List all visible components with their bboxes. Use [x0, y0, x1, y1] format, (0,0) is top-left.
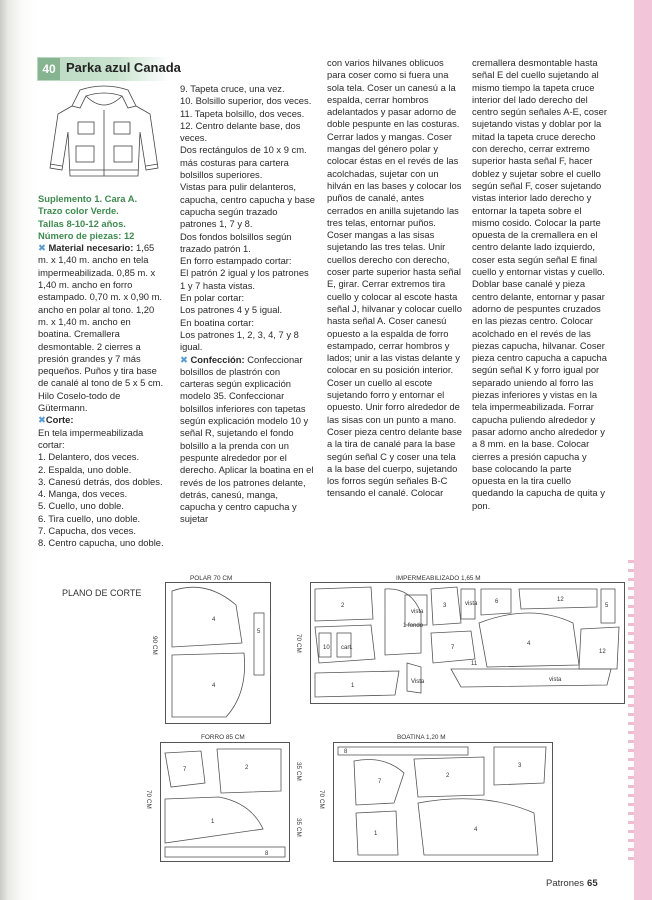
svg-text:7: 7: [378, 779, 382, 785]
imper-label: IMPERMEABILIZADO 1,65 M: [396, 575, 481, 582]
imper-side-label: 70 CM: [295, 634, 302, 653]
confeccion-text: Confeccionar bolsillos de plastrón con carteras según explicación modelo 35. Confeccionar bolsillos inferiores con tapetas según explicación modelo 10 y señal R, sujetando el fondo bolsillo a la prenda con un pespunte alrededor por el derecho. Aplicar la boatina en el revés de los patrones delante, detrás, canesú, manga, capucha y centro capucha y sujetar: [180, 353, 314, 525]
svg-text:1: 1: [351, 683, 355, 689]
svg-text:12: 12: [557, 597, 564, 603]
parka-sketch: [40, 84, 168, 188]
column-1: [38, 193, 166, 550]
imper-diagram: [310, 582, 625, 704]
polar-text: Los patrones 4 y 5 igual.: [180, 304, 283, 316]
trace-label: Trazo color Verde.: [38, 205, 119, 217]
pieces-label: Número de piezas: 12: [38, 229, 135, 241]
svg-text:5: 5: [257, 629, 261, 635]
svg-text:6: 6: [495, 599, 499, 605]
column-2: [180, 83, 316, 526]
svg-text:5: 5: [605, 603, 609, 609]
polar-label: En polar cortar:: [180, 292, 245, 304]
body-paragraph: con varios hilvanes oblicuos para coser como si fuera una sola tela. Coser un canesú a la espalda, cerrar hombros adelantados y pasar adorno de doble pespunte en las costuras. Cerrar lados y mangas. Coser mangas del género polar y colocar éstas en el revés de las acolchadas, sujetar con un hilván en las bases y colocar los puños de canalé, antes cerrados en anilla sujetando las tres telas, entornar puños. Coser mangas a las sisas sujetando las tres telas. Unir cuellos derecho con derecho, coser parte superior hasta señal E, girar. Cerrar extremos tira cuello y colocar al escote hasta señal J, hilvanar y colocar cuello hasta señal A. Coser canesú opuesto a la espalda de forro estampado, cerrar hombros y lados; unir a las vistas delante y colocar en su posición interior. Coser un cuello al escote sujetando forro y entornar el opuesto. Unir forro alrededor de las sisas con un punto a mano. Coser pieza centro delante base a la tira de canalé para la base según señal C y coser una tela a la base del cuerpo, sujetando los forros según señales B-C tensando el canalé. Colocar: [327, 57, 462, 499]
list-item: 11. Tapeta bolsillo, dos veces.: [180, 107, 305, 119]
page-edge-dots: [628, 560, 634, 860]
page-footer: [546, 878, 598, 889]
forro-side-label: 70 CM: [145, 790, 152, 809]
list-item: 5. Cuello, uno doble.: [38, 500, 125, 512]
forro-label: En forro estampado cortar:: [180, 255, 292, 267]
svg-text:1 fondo: 1 fondo: [403, 623, 424, 629]
svg-text:2: 2: [341, 603, 345, 609]
svg-text:8: 8: [265, 851, 269, 857]
svg-text:4: 4: [212, 683, 216, 689]
boatina-text: Los patrones 1, 2, 3, 4, 7 y 8 igual.: [180, 328, 299, 353]
polar-diagram: [165, 582, 271, 724]
svg-text:4: 4: [474, 827, 478, 833]
forro-text: El patrón 2 igual y los patrones 1 y 7 hasta vistas.: [180, 267, 309, 291]
imper-pieces: [311, 583, 624, 703]
material-text: 1,65 m. x 1,40 m. ancho en tela impermeabilizada. 0,85 m. x 1,40 m. ancho en forro estampado. 0,70 m. x 0,90 m. ancho en polar al tono. 1,20 m. x 1,40 m. ancho en boatina. Cremallera desmontable. 2 cierres a presión grandes y 7 más pequeños. Puños y tira base de canalé al tono de 5 x 5 cm. Hilo Coselo-todo de Gütermann.: [38, 242, 164, 414]
forro-side3-label: 35 CM: [295, 818, 302, 837]
svg-text:8: 8: [344, 749, 348, 755]
forro-diagram: [160, 742, 290, 862]
svg-text:4: 4: [527, 641, 531, 647]
confeccion-paragraph: [180, 354, 316, 526]
svg-text:vista: vista: [549, 677, 562, 683]
cutting-plan-title: PLANO DE CORTE: [62, 588, 142, 598]
model-number: 40: [38, 58, 60, 80]
corte-intro: En tela impermeabilizada cortar:: [38, 426, 144, 450]
sizes-label: Tallas 8-10-12 años.: [38, 217, 126, 229]
svg-text:1: 1: [211, 819, 215, 825]
svg-text:1: 1: [374, 831, 378, 837]
polar-pieces: [166, 583, 270, 723]
svg-text:11: 11: [471, 661, 478, 667]
bullet-icon: ✖: [180, 353, 191, 365]
svg-text:7: 7: [183, 767, 187, 773]
model-title: Parka azul Canada: [66, 60, 181, 75]
list-item: 10. Bolsillo superior, dos veces.: [180, 95, 312, 107]
corte-heading: [38, 414, 166, 426]
boatina-pieces: [334, 743, 552, 861]
list-item: 3. Canesú detrás, dos dobles.: [38, 475, 163, 487]
svg-text:Vista: Vista: [411, 679, 425, 685]
confeccion-label: Confección:: [190, 353, 245, 365]
column-4: [472, 57, 607, 512]
material-paragraph: [38, 242, 166, 414]
footer-section: Patrones: [546, 878, 585, 889]
svg-text:12: 12: [599, 649, 606, 655]
svg-text:4: 4: [212, 617, 216, 623]
svg-text:vista: vista: [465, 601, 478, 607]
list-item: 8. Centro capucha, uno doble.: [38, 537, 164, 549]
corte-label: Corte:: [45, 414, 74, 426]
forro-side2-label: 35 CM: [295, 762, 302, 781]
supplement-label: Suplemento 1. Cara A.: [38, 193, 138, 204]
boatina-label: BOATINA 1,20 M: [397, 734, 446, 741]
list-item: 2. Espalda, uno doble.: [38, 463, 132, 475]
body-paragraph: cremallera desmontable hasta señal E del cuello sujetando al mismo tiempo la tapeta cruce interior del lado derecho del centro según señales A-E, coser sujetando vistas y doblar por la mitad la tapeta cruce derecho con derecho, cerrar extremo superior hasta señal F, hacer doblez y sujetar sobre el cuello según señal F, coser sujetando vistas interior lado derecho y entornar la tapeta sobre el mismo cosido. Colocar la parte opuesta de la cremallera en el centro delante lado izquierdo, coser esta según señal E final cuello y entornar vistas y cuello. Doblar base canalé y pieza centro delante, entornar y pasar adorno de pespuntes cruzados en las piezas centro. Colocar acolchado en el revés de las piezas capucha, hilvanar. Coser pieza centro capucha a capucha según señal K y forro igual por separado uniendo al forro las piezas inferiores y vistas en la tela impermeabilizada. Forrar capucha puliendo alrededor y pasar adorno ancho alrededor y a 8 mm. en la base. Colocar cierres a presión capucha y base colocando la parte opuesta en la tira cuello quedando la capucha de quita y pon.: [472, 57, 607, 511]
list-item: 9. Tapeta cruce, una vez.: [180, 83, 285, 94]
boatina-diagram: [333, 742, 553, 862]
svg-text:7: 7: [451, 645, 455, 651]
list-item: 6. Tira cuello, uno doble.: [38, 512, 141, 524]
fondos-paragraph: Dos fondos bolsillos según trazado patrón 1.: [180, 230, 292, 254]
vistas-paragraph: Vistas para pulir delanteros, capucha, centro capucha y base capucha según trazado patrones 1, 7 y 8.: [180, 181, 315, 230]
rect-paragraph: Dos rectángulos de 10 x 9 cm. más costuras para cartera bolsillos superiores.: [180, 144, 307, 181]
boatina-side-label: 70 CM: [318, 790, 325, 809]
boatina-label: En boatina cortar:: [180, 316, 255, 328]
page-edge-pink-bar: [634, 0, 652, 900]
list-item: 7. Capucha, dos veces.: [38, 525, 136, 537]
column-3: [327, 57, 462, 500]
polar-label: POLAR 70 CM: [190, 575, 233, 582]
forro-label: FORRO 85 CM: [201, 734, 245, 741]
svg-text:2: 2: [446, 773, 450, 779]
svg-text:vista: vista: [411, 609, 424, 615]
list-item: 1. Delantero, dos veces.: [38, 451, 140, 463]
bullet-icon: ✖: [38, 414, 46, 426]
svg-text:10: 10: [323, 645, 330, 651]
svg-text:3: 3: [443, 603, 447, 609]
svg-text:3: 3: [518, 763, 522, 769]
list-item: 12. Centro delante base, dos veces.: [180, 119, 301, 144]
bullet-icon: ✖: [38, 242, 49, 254]
svg-text:2: 2: [245, 765, 249, 771]
svg-text:cart.: cart.: [341, 645, 353, 651]
forro-pieces: [161, 743, 289, 861]
list-item: 4. Manga, dos veces.: [38, 488, 128, 500]
material-label: Material necesario:: [48, 242, 134, 254]
page-number: 65: [587, 878, 598, 889]
polar-side-label: 90 CM: [151, 636, 158, 655]
